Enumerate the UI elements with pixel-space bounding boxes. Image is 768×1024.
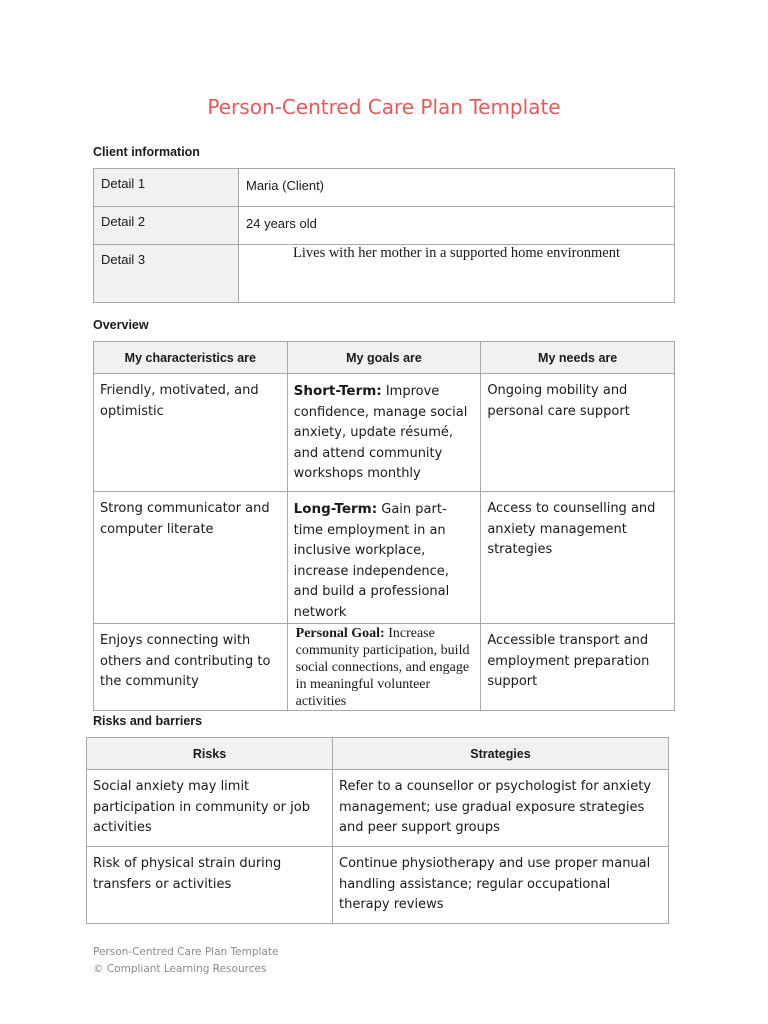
table-row: [87, 770, 669, 847]
goal-text: Gain part-time employment in an inclusive workplace, increase independence, and build a professional network: [293, 502, 450, 620]
goal-lead: Personal Goal:: [295, 626, 385, 641]
goals-cell: [287, 374, 481, 492]
risks-and-barriers-heading: Risks and barriers: [93, 714, 203, 728]
goal-lead: Short-Term:: [293, 383, 382, 399]
page-footer: [93, 944, 278, 978]
column-header-characteristics: My characteristics are: [94, 342, 288, 374]
table-row: [94, 492, 675, 624]
detail-label: Detail 3: [94, 245, 239, 303]
table-row: [94, 624, 675, 711]
goal-text: Improve confidence, manage social anxiety, update résumé, and attend community workshops monthly: [293, 384, 468, 481]
risks-and-barriers-table: [86, 737, 669, 924]
column-header-goals: My goals are: [287, 342, 481, 374]
needs-cell: Ongoing mobility and personal care support: [481, 374, 675, 492]
footer-title: Person-Centred Care Plan Template: [93, 946, 279, 958]
characteristics-cell: Strong communicator and computer literate: [94, 492, 288, 624]
needs-cell: Accessible transport and employment preparation support: [481, 624, 675, 711]
goal-text: Increase community participation, build social connections, and engage in meaningful volunteer activities: [295, 626, 470, 709]
column-header-needs: My needs are: [481, 342, 675, 374]
strategy-cell: Refer to a counsellor or psychologist for anxiety management; use gradual exposure strategies and peer support groups: [333, 770, 669, 847]
detail-label: Detail 1: [94, 169, 239, 207]
table-row: [87, 847, 669, 924]
detail-value: 24 years old: [239, 207, 675, 245]
client-information-heading: Client information: [93, 145, 200, 159]
characteristics-cell: Friendly, motivated, and optimistic: [94, 374, 288, 492]
detail-value: Lives with her mother in a supported home environment: [239, 245, 675, 303]
client-information-table: [93, 168, 675, 303]
footer-copyright: © Compliant Learning Resources: [93, 963, 267, 975]
risk-cell: Risk of physical strain during transfers or activities: [87, 847, 333, 924]
risk-cell: Social anxiety may limit participation in community or job activities: [87, 770, 333, 847]
goals-cell: [287, 624, 481, 711]
column-header-strategies: Strategies: [333, 738, 669, 770]
detail-label: Detail 2: [94, 207, 239, 245]
page-title: Person-Centred Care Plan Template: [207, 95, 561, 119]
needs-cell: Access to counselling and anxiety management strategies: [481, 492, 675, 624]
column-header-risks: Risks: [87, 738, 333, 770]
goals-cell: [287, 492, 481, 624]
strategy-cell: Continue physiotherapy and use proper manual handling assistance; regular occupational therapy reviews: [333, 847, 669, 924]
overview-heading: Overview: [93, 318, 149, 332]
table-row: [94, 374, 675, 492]
table-row: [94, 245, 675, 303]
table-row: [94, 169, 675, 207]
detail-value: Maria (Client): [239, 169, 675, 207]
table-row: [94, 207, 675, 245]
characteristics-cell: Enjoys connecting with others and contributing to the community: [94, 624, 288, 711]
overview-table: [93, 341, 675, 711]
goal-lead: Long-Term:: [293, 501, 378, 517]
table-header-row: [94, 342, 675, 374]
table-header-row: [87, 738, 669, 770]
